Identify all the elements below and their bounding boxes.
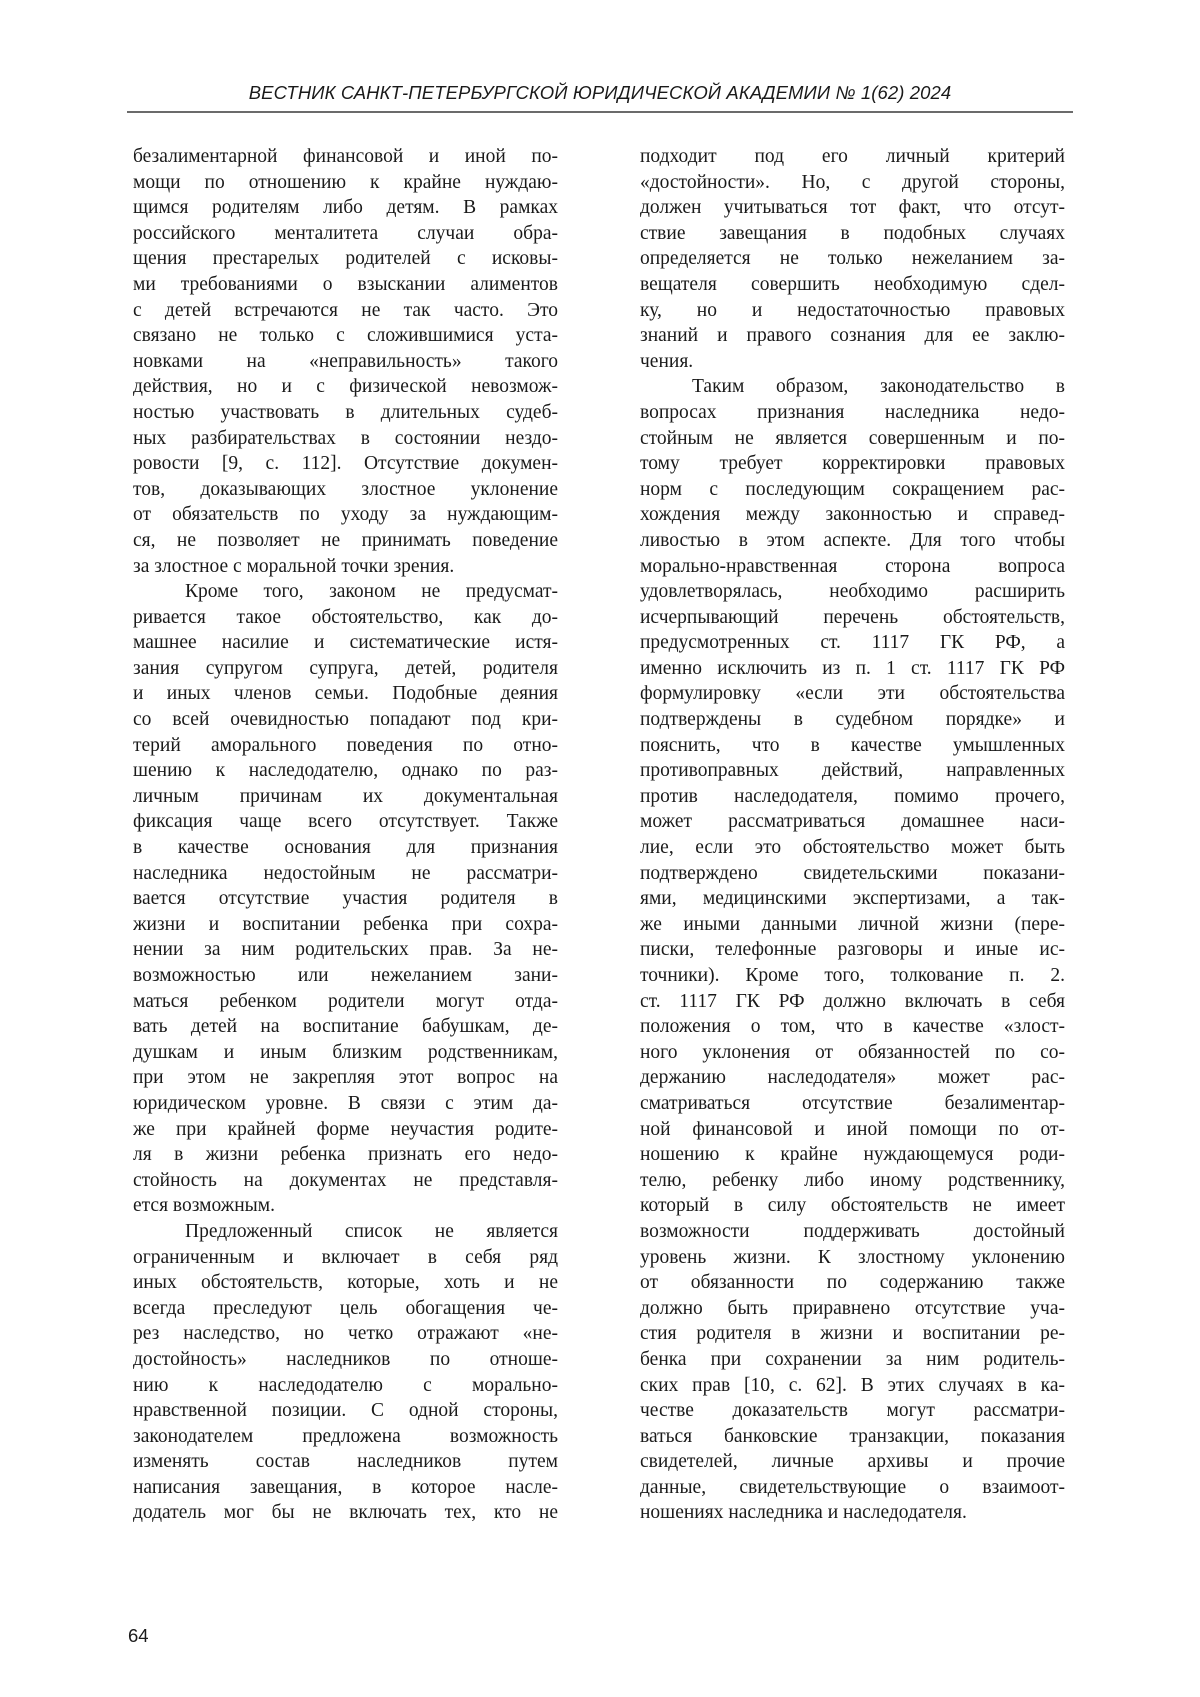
text-line: «достойности». Но, с другой стороны, — [640, 171, 1065, 193]
text-line: и иных членов семьи. Подобные деяния — [133, 683, 558, 705]
text-line: додатель мог бы не включать тех, кто не — [133, 1502, 558, 1524]
text-line: ного уклонения от обязанностей по со- — [640, 1041, 1065, 1063]
page-number: 64 — [128, 1625, 149, 1646]
text-line: точники). Кроме того, толкование п. 2. — [640, 965, 1065, 986]
text-line: сматриваться отсутствие безалиментар- — [640, 1092, 1065, 1114]
text-line: ями, медицинскими экспертизами, а так- — [640, 888, 1065, 910]
text-line: от обязанности по содержанию также — [640, 1272, 1065, 1294]
text-line: уровень жизни. К злостному уклонению — [640, 1246, 1065, 1268]
text-line: морально-нравственная сторона вопроса — [640, 555, 1065, 577]
text-line: ливостью в этом аспекте. Для того чтобы — [640, 529, 1065, 551]
text-line: формулировку «если эти обстоятельства — [640, 683, 1065, 705]
text-line: связано не только с сложившимися уста- — [133, 325, 558, 347]
text-line: бенка при сохранении за ним родитель- — [640, 1348, 1065, 1370]
text-line: юридическом уровне. В связи с этим да- — [133, 1092, 558, 1114]
text-line: зания супругом супруга, детей, родителя — [133, 657, 558, 679]
text-line: стойность на документах не представля- — [133, 1169, 558, 1191]
text-line: маться ребенком родители могут отда- — [133, 990, 558, 1012]
text-line: положения о том, что в качестве «злост- — [640, 1016, 1065, 1038]
text-line: стойным не является совершенным и по- — [640, 427, 1065, 449]
text-line: ется возможным. — [133, 1195, 275, 1217]
header-divider — [127, 111, 1073, 113]
text-line: удовлетворялась, необходимо расширить — [640, 581, 1065, 603]
text-line: от обязательств по уходу за нуждающим- — [133, 504, 558, 526]
text-line: вается отсутствие участия родителя в — [133, 888, 558, 910]
text-line: достойность» наследников по отноше- — [133, 1348, 558, 1370]
text-line: действия, но и с физической невозмож- — [133, 376, 558, 398]
text-line: должно быть приравнено отсутствие уча- — [640, 1297, 1065, 1319]
text-line: противоправных действий, направленных — [640, 760, 1065, 782]
text-line: с детей встречаются не так часто. Это — [133, 299, 558, 321]
text-line: за злостное с моральной точки зрения. — [133, 555, 455, 577]
text-line: знаний и правого сознания для ее заклю- — [640, 325, 1065, 347]
text-line: который в силу обстоятельств не имеет — [640, 1195, 1065, 1217]
text-line: держанию наследодателя» может рас- — [640, 1067, 1065, 1089]
text-line: вать детей на воспитание бабушкам, де- — [133, 1016, 558, 1038]
text-line: безалиментарной финансовой и иной по- — [133, 146, 558, 167]
text-line: ми требованиями о взыскании алиментов — [133, 273, 558, 295]
text-line: подходит под его личный критерий — [640, 146, 1065, 167]
text-line: тов, доказывающих злостное уклонение — [133, 478, 558, 500]
text-line: свидетелей, личные архивы и прочие — [640, 1451, 1065, 1473]
text-line: ограниченным и включает в себя ряд — [133, 1246, 558, 1268]
text-line: вещателя совершить необходимую сдел- — [640, 273, 1065, 295]
text-line: машнее насилие и систематические истя- — [133, 632, 558, 654]
text-line: ношению к крайне нуждающемуся роди- — [640, 1144, 1065, 1166]
text-line: всегда преследуют цель обогащения че- — [133, 1297, 558, 1319]
text-line: личным причинам их документальная — [133, 785, 558, 807]
text-line: ских прав [10, с. 62]. В этих случаях в ка- — [640, 1374, 1065, 1396]
running-header: ВЕСТНИК САНКТ-ПЕТЕРБУРГСКОЙ ЮРИДИЧЕСКОЙ АКАДЕМИИ № 1(62) 2024 — [248, 82, 952, 103]
text-line: честве доказательств могут рассматри- — [640, 1400, 1065, 1422]
text-line: мощи по отношению к крайне нуждаю- — [133, 171, 558, 193]
text-line: подтверждены в судебном порядке» и — [640, 709, 1065, 731]
text-line: Таким образом, законодательство в — [692, 376, 1065, 398]
text-line: хождения между законностью и справед- — [640, 504, 1065, 526]
text-line: норм с последующим сокращением рас- — [640, 478, 1065, 500]
text-line: жизни и воспитании ребенка при сохра- — [133, 913, 558, 935]
text-line: тому требует корректировки правовых — [640, 453, 1065, 475]
text-line: ривается такое обстоятельство, как до- — [133, 606, 558, 628]
text-line: исчерпывающий перечень обстоятельств, — [640, 606, 1065, 628]
text-line: ной финансовой и иной помощи по от- — [640, 1118, 1065, 1140]
text-line: же при крайней форме неучастия родите- — [133, 1118, 558, 1140]
text-line: именно исключить из п. 1 ст. 1117 ГК РФ — [640, 657, 1065, 679]
text-line: чения. — [640, 350, 694, 372]
text-line: Кроме того, законом не предусмат- — [185, 581, 558, 603]
text-line: ных разбирательствах в состоянии нездо- — [133, 427, 558, 449]
text-line: может рассматриваться домашнее наси- — [640, 811, 1065, 833]
text-line: стия родителя в жизни и воспитании ре- — [640, 1323, 1065, 1345]
text-line: лие, если это обстоятельство может быть — [640, 837, 1065, 859]
text-line: ку, но и недостаточностью правовых — [640, 299, 1065, 321]
text-line: при этом не закрепляя этот вопрос на — [133, 1067, 558, 1089]
text-line: написания завещания, в которое насле- — [133, 1476, 558, 1498]
text-line: телю, ребенку либо иному родственнику, — [640, 1169, 1065, 1191]
text-line: ношениях наследника и наследодателя. — [640, 1502, 967, 1524]
text-line: ровости [9, с. 112]. Отсутствие докумен- — [133, 453, 558, 475]
text-line: ностью участвовать в длительных судеб- — [133, 401, 558, 423]
text-line: подтверждено свидетельскими показани- — [640, 862, 1065, 884]
text-line: душкам и иным близким родственникам, — [133, 1041, 558, 1063]
text-line: со всей очевидностью попадают под кри- — [133, 709, 558, 731]
text-line: шению к наследодателю, однако по раз- — [133, 760, 558, 782]
text-line: в качестве основания для признания — [133, 837, 558, 859]
text-line: пояснить, что в качестве умышленных — [640, 734, 1065, 756]
text-line: вопросах признания наследника недо- — [640, 401, 1065, 423]
text-line: нию к наследодателю с морально- — [133, 1374, 558, 1396]
text-line: щимся родителям либо детям. В рамках — [133, 197, 558, 219]
text-line: щения престарелых родителей с исковы- — [133, 248, 558, 270]
text-line: ля в жизни ребенка признать его недо- — [133, 1144, 558, 1166]
text-line: возможности поддерживать достойный — [640, 1220, 1065, 1242]
text-line: ст. 1117 ГК РФ должно включать в себя — [640, 990, 1065, 1012]
text-line: наследника недостойным не рассматри- — [133, 862, 558, 884]
text-line: нении за ним родительских прав. За не- — [133, 939, 558, 961]
text-line: новками на «неправильность» такого — [133, 350, 558, 372]
right-column — [640, 144, 1065, 1526]
text-line: Предложенный список не является — [185, 1220, 558, 1242]
text-line: возможностью или нежеланием зани- — [133, 965, 558, 986]
text-line: ваться банковские транзакции, показания — [640, 1425, 1065, 1447]
text-line: иных обстоятельств, которые, хоть и не — [133, 1272, 558, 1294]
text-line: российского менталитета случаи обра- — [133, 222, 558, 244]
text-line: рез наследство, но четко отражают «не- — [133, 1323, 558, 1345]
text-line: ствие завещания в подобных случаях — [640, 222, 1065, 244]
text-line: определяется не только нежеланием за- — [640, 248, 1065, 270]
text-line: терий аморального поведения по отно- — [133, 734, 558, 756]
text-line: должен учитываться тот факт, что отсут- — [640, 197, 1065, 219]
text-line: против наследодателя, помимо прочего, — [640, 785, 1065, 807]
text-line: же иными данными личной жизни (пере- — [640, 913, 1065, 935]
text-line: писки, телефонные разговоры и иные ис- — [640, 939, 1065, 961]
text-line: ся, не позволяет не принимать поведение — [133, 529, 558, 551]
text-line: нравственной позиции. С одной стороны, — [133, 1400, 558, 1422]
left-column — [133, 144, 558, 1526]
text-line: предусмотренных ст. 1117 ГК РФ, а — [640, 632, 1065, 654]
text-line: фиксация чаще всего отсутствует. Также — [133, 811, 558, 833]
text-line: данные, свидетельствующие о взаимоот- — [640, 1476, 1065, 1498]
text-line: законодателем предложена возможность — [133, 1425, 558, 1447]
text-line: изменять состав наследников путем — [133, 1451, 558, 1473]
